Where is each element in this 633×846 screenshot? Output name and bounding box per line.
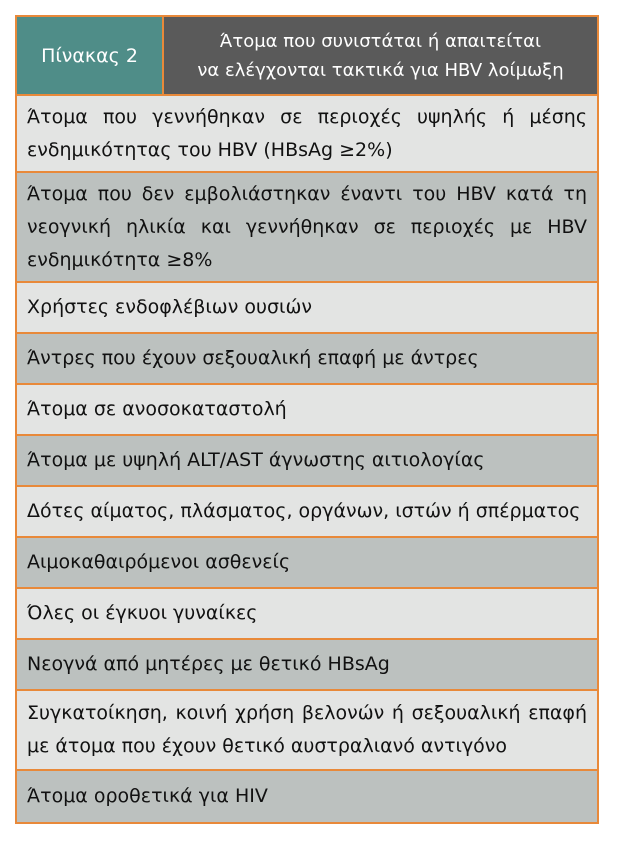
table-row: Άτομα σε ανοσοκαταστολή [17,385,597,436]
table-title [164,17,597,94]
screening-table [15,15,599,824]
table-row: Άτομα που δεν εμβολιάστηκαν έναντι του HBV κατά τη νεογνική ηλικία και γεννήθηκαν σε περιοχές με HBV ενδημικότητα ≥8% [17,173,597,283]
table-row: Όλες οι έγκυοι γυναίκες [17,589,597,640]
table-row: Δότες αίματος, πλάσματος, οργάνων, ιστών ή σπέρματος [17,487,597,538]
table-title-line2: να ελέγχονται τακτικά για HBV λοίμωξη [197,59,564,81]
table-row: Άτομα που γεννήθηκαν σε περιοχές υψηλής ή μέσης ενδημικότητας του HBV (HBsAg ≥2%) [17,96,597,173]
table-label: Πίνακας 2 [17,17,164,94]
table-row: Νεογνά από μητέρες με θετικό HBsAg [17,640,597,691]
table-row: Άτομα με υψηλή ALT/AST άγνωστης αιτιολογίας [17,436,597,487]
table-row: Αιμοκαθαιρόμενοι ασθενείς [17,538,597,589]
table-row: Άντρες που έχουν σεξουαλική επαφή με άντρες [17,334,597,385]
table-row: Άτομα οροθετικά για HIV [17,771,597,822]
table-row: Χρήστες ενδοφλέβιων ουσιών [17,283,597,334]
table-row: Συγκατοίκηση, κοινή χρήση βελονών ή σεξουαλική επαφή με άτομα που έχουν θετικό αυστραλιανό αντιγόνο [17,691,597,771]
table-title-line1: Άτομα που συνιστάται ή απαιτείται [219,30,542,52]
table-header [17,17,597,96]
